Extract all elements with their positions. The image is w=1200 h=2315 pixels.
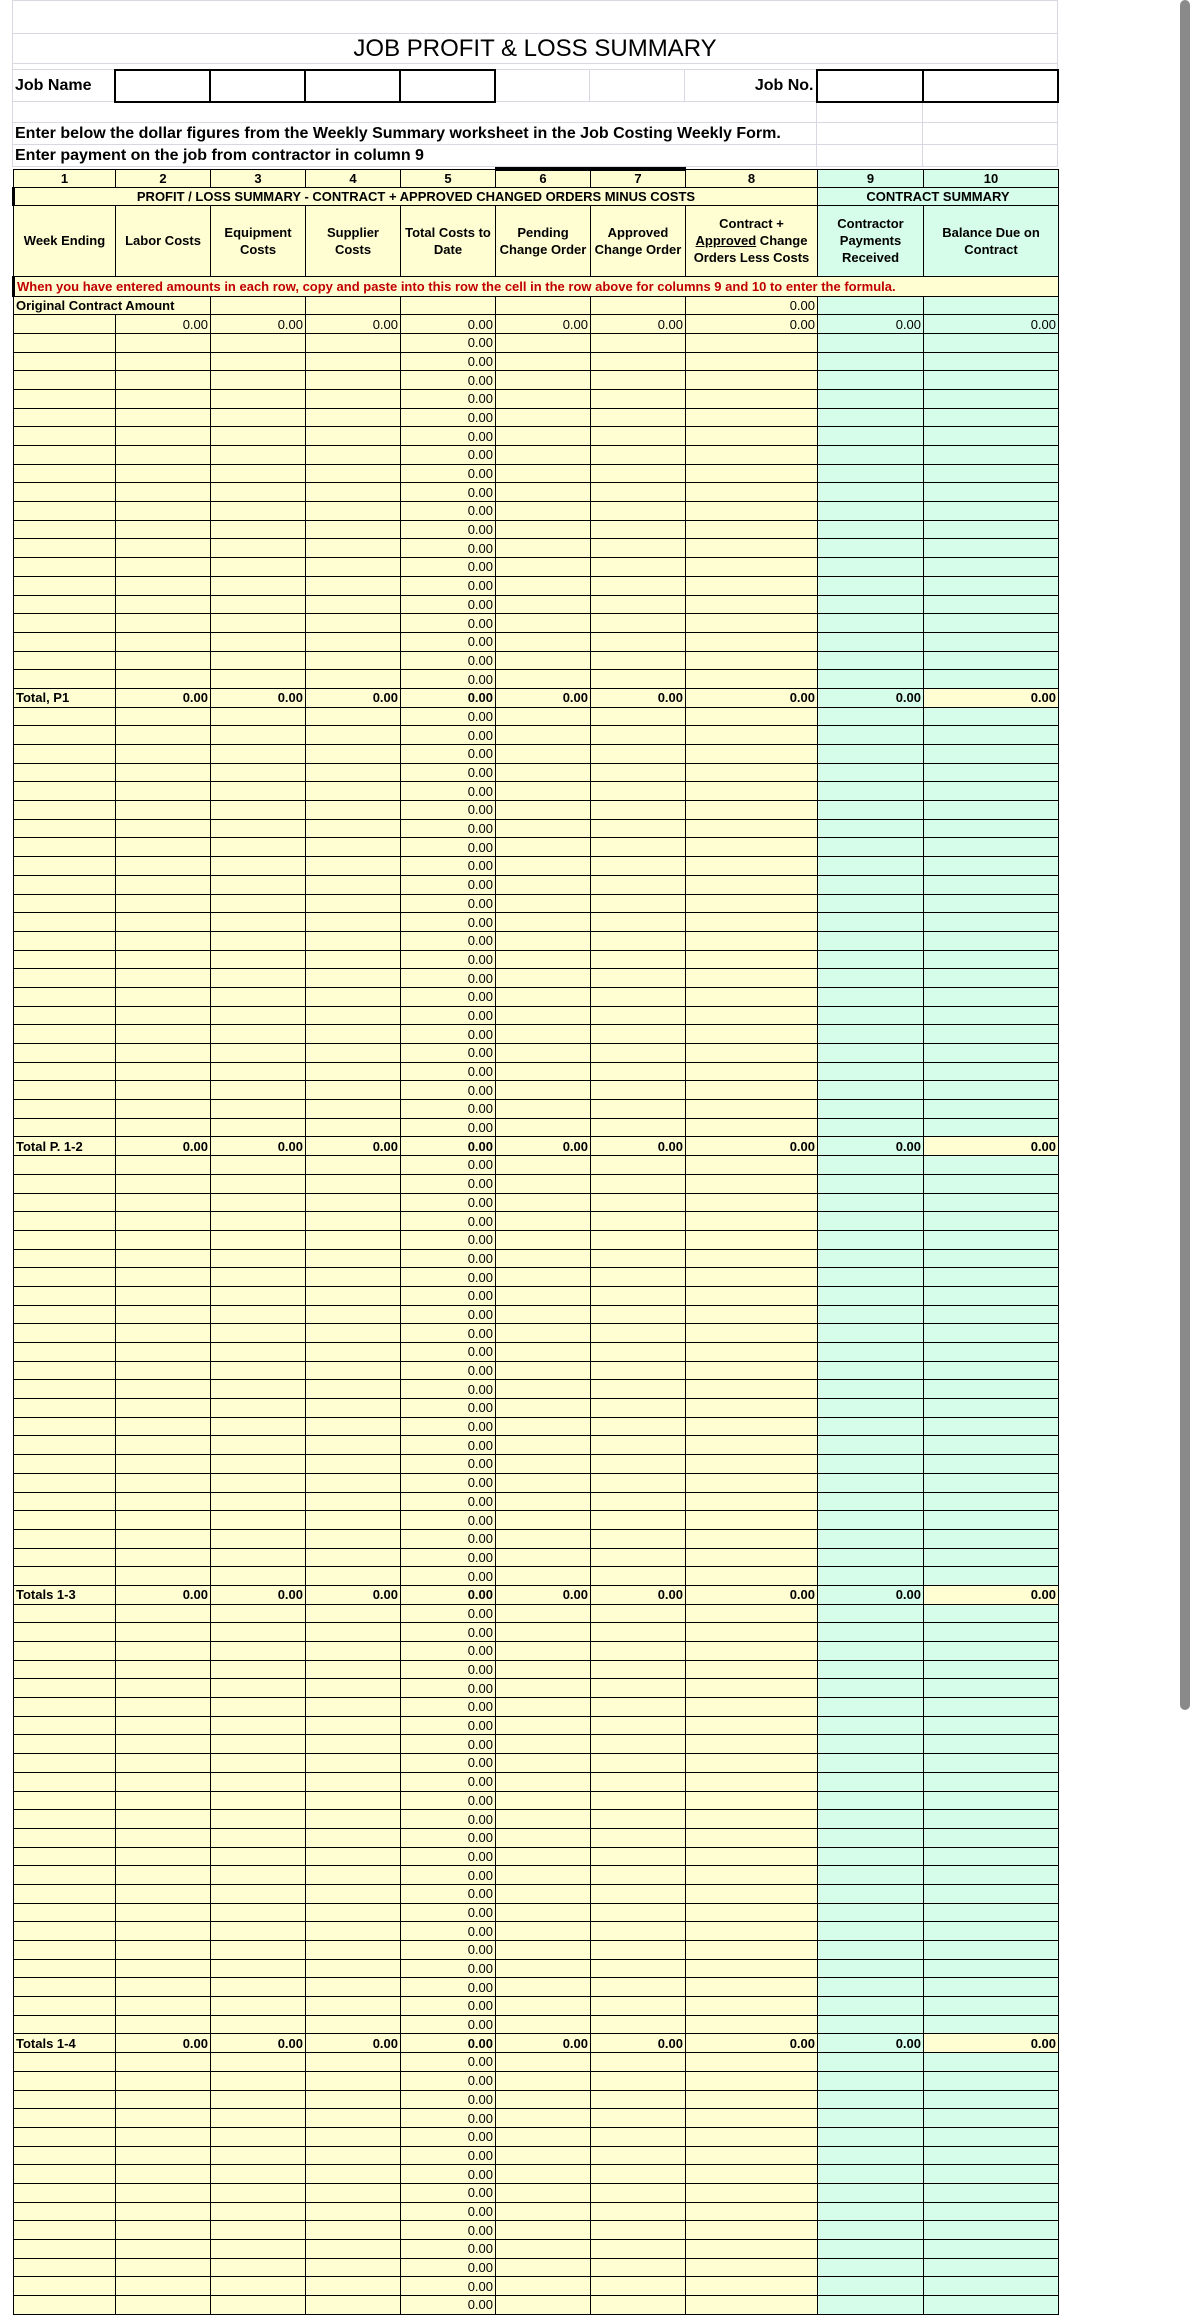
header-table (12, 0, 1059, 167)
table-row (14, 1642, 1059, 1661)
cell-total-costs[interactable]: 0.00 (401, 408, 496, 427)
table-row (14, 2240, 1059, 2259)
cell-total-costs[interactable]: 0.00 (401, 333, 496, 352)
cell-total-costs[interactable]: 0.00 (401, 2165, 496, 2184)
cell-total-costs[interactable]: 0.00 (401, 1305, 496, 1324)
total-value[interactable]: 0.00 (401, 1585, 496, 1604)
table-row (14, 371, 1059, 390)
header-labor-costs: Labor Costs (116, 205, 211, 276)
table-row (14, 1473, 1059, 1492)
original-contract-label: Original Contract Amount (14, 296, 211, 315)
cell-total-costs[interactable]: 0.00 (401, 2146, 496, 2165)
total-value[interactable]: 0.00 (591, 2034, 686, 2053)
cell-total-costs[interactable]: 0.00 (401, 1660, 496, 1679)
cell-approved[interactable]: 0.00 (591, 315, 686, 334)
cell-total-costs[interactable]: 0.00 (401, 1754, 496, 1773)
table-row (14, 2277, 1059, 2296)
cell-total-costs[interactable]: 0.00 (401, 464, 496, 483)
table-row (14, 1343, 1059, 1362)
table-row (14, 2090, 1059, 2109)
job-name-cell-3[interactable] (305, 70, 400, 102)
table-row (14, 464, 1059, 483)
col-num-2: 2 (116, 169, 211, 187)
pl-table (12, 167, 1059, 2315)
total-value[interactable]: 0.00 (818, 2034, 924, 2053)
table-row (14, 2053, 1059, 2072)
job-no-label: Job No. (685, 70, 817, 102)
table-row (14, 1698, 1059, 1717)
job-no-cell-1[interactable] (817, 70, 923, 102)
header-pending-change-order: Pending Change Order (496, 205, 591, 276)
cell-total-costs[interactable]: 0.00 (401, 1529, 496, 1548)
job-name-label: Job Name (13, 70, 115, 102)
table-row (14, 614, 1059, 633)
table-row (14, 558, 1059, 577)
total-p1-2-row (14, 1137, 1059, 1156)
table-row (14, 408, 1059, 427)
table-row (14, 670, 1059, 689)
cell-total-costs[interactable]: 0.00 (401, 1492, 496, 1511)
section-right-banner: CONTRACT SUMMARY (818, 187, 1059, 205)
col-num-3: 3 (211, 169, 306, 187)
cell-total-costs[interactable]: 0.00 (401, 1156, 496, 1175)
instruction-1: Enter below the dollar figures from the Weekly Summary worksheet in the Job Costing Weekly Form. (13, 123, 817, 145)
cell-total-costs[interactable]: 0.00 (401, 614, 496, 633)
cell-total-costs[interactable]: 0.00 (401, 707, 496, 726)
table-row (14, 2071, 1059, 2090)
cell-total-costs[interactable]: 0.00 (401, 1230, 496, 1249)
cell-total-costs[interactable]: 0.00 (401, 2296, 496, 2315)
cell-total-costs[interactable]: 0.00 (401, 1193, 496, 1212)
table-row (14, 1212, 1059, 1231)
cell-total-costs[interactable]: 0.00 (401, 595, 496, 614)
total-value[interactable]: 0.00 (818, 688, 924, 707)
table-row (14, 838, 1059, 857)
first-data-row (14, 315, 1059, 334)
cell-total-costs[interactable]: 0.00 (401, 1268, 496, 1287)
cell-total-costs[interactable]: 0.00 (401, 1081, 496, 1100)
table-row (14, 726, 1059, 745)
job-no-cell-2[interactable] (923, 70, 1058, 102)
cell-total-costs[interactable]: 0.00 (401, 1922, 496, 1941)
cell-total-costs[interactable]: 0.00 (401, 1548, 496, 1567)
total-value[interactable]: 0.00 (924, 688, 1059, 707)
table-row (14, 1604, 1059, 1623)
table-row (14, 1193, 1059, 1212)
cell-total-costs[interactable]: 0.00 (401, 483, 496, 502)
col-num-6: 6 (496, 169, 591, 187)
table-row (14, 1156, 1059, 1175)
cell-total-costs[interactable]: 0.00 (401, 2071, 496, 2090)
table-row (14, 987, 1059, 1006)
table-row (14, 2165, 1059, 2184)
col-num-8: 8 (686, 169, 818, 187)
original-contract-value[interactable]: 0.00 (686, 296, 818, 315)
table-row (14, 819, 1059, 838)
cell-total-costs[interactable]: 0.00 (401, 576, 496, 595)
col-num-7: 7 (591, 169, 686, 187)
total-label: Totals 1-4 (14, 2034, 116, 2053)
table-row (14, 2183, 1059, 2202)
table-row (14, 1959, 1059, 1978)
cell-total-costs[interactable]: 0.00 (401, 1100, 496, 1119)
cell-total-costs[interactable]: 0.00 (401, 1399, 496, 1418)
total-value[interactable]: 0.00 (686, 1137, 818, 1156)
total-value[interactable]: 0.00 (496, 2034, 591, 2053)
table-row (14, 2202, 1059, 2221)
table-row (14, 2221, 1059, 2240)
table-row (14, 1716, 1059, 1735)
table-row (14, 1997, 1059, 2016)
cell-total-costs[interactable]: 0.00 (401, 1623, 496, 1642)
cell-total-costs[interactable]: 0.00 (401, 1286, 496, 1305)
cell-total-costs[interactable]: 0.00 (401, 352, 496, 371)
table-row (14, 1100, 1059, 1119)
table-row (14, 931, 1059, 950)
cell-total-costs[interactable]: 0.00 (401, 1978, 496, 1997)
table-row (14, 502, 1059, 521)
cell-total-costs[interactable]: 0.00 (401, 2090, 496, 2109)
page-title: JOB PROFIT & LOSS SUMMARY (13, 34, 1058, 64)
cell-total-costs[interactable]: 0.00 (401, 2015, 496, 2034)
total-value[interactable]: 0.00 (818, 1585, 924, 1604)
table-row (14, 1903, 1059, 1922)
total-value[interactable]: 0.00 (401, 1137, 496, 1156)
table-row (14, 950, 1059, 969)
cell-total-costs[interactable]: 0.00 (401, 1006, 496, 1025)
cell-total-costs[interactable]: 0.00 (401, 1249, 496, 1268)
table-row (14, 857, 1059, 876)
cell-total-costs[interactable]: 0.00 (401, 1174, 496, 1193)
table-row (14, 2109, 1059, 2128)
total-value[interactable]: 0.00 (401, 2034, 496, 2053)
cell-total-costs[interactable]: 0.00 (401, 1772, 496, 1791)
table-row (14, 2015, 1059, 2034)
cell-total-costs[interactable]: 0.00 (401, 1941, 496, 1960)
cell-total-costs[interactable]: 0.00 (401, 987, 496, 1006)
cell-total-costs[interactable]: 0.00 (401, 1455, 496, 1474)
cell-labor[interactable]: 0.00 (116, 315, 211, 334)
table-row (14, 913, 1059, 932)
col-num-4: 4 (306, 169, 401, 187)
table-row (14, 1286, 1059, 1305)
table-row (14, 1623, 1059, 1642)
table-row (14, 1679, 1059, 1698)
table-row (14, 894, 1059, 913)
cell-total-costs[interactable]: 0.00 (401, 1679, 496, 1698)
table-row (14, 801, 1059, 820)
total-label: Total P. 1-2 (14, 1137, 116, 1156)
total-value[interactable]: 0.00 (686, 688, 818, 707)
table-row (14, 446, 1059, 465)
table-row (14, 1324, 1059, 1343)
cell-total-costs[interactable]: 0.00 (401, 1343, 496, 1362)
table-row (14, 632, 1059, 651)
cell-total-costs[interactable]: 0.00 (401, 1212, 496, 1231)
cell-total-costs[interactable]: 0.00 (401, 1810, 496, 1829)
total-value[interactable]: 0.00 (116, 1585, 211, 1604)
table-row (14, 1455, 1059, 1474)
table-row (14, 1660, 1059, 1679)
totals-1-3-row (14, 1585, 1059, 1604)
cell-equipment[interactable]: 0.00 (211, 315, 306, 334)
cell-total-costs[interactable]: 0.00 (401, 1417, 496, 1436)
table-row (14, 1305, 1059, 1324)
table-row (14, 1174, 1059, 1193)
cell-total-costs[interactable]: 0.00 (401, 2277, 496, 2296)
table-row (14, 1922, 1059, 1941)
table-row (14, 539, 1059, 558)
cell-total-costs[interactable]: 0.00 (401, 502, 496, 521)
total-value[interactable]: 0.00 (686, 2034, 818, 2053)
header-supplier-costs: Supplier Costs (306, 205, 401, 276)
table-row (14, 389, 1059, 408)
table-row (14, 1062, 1059, 1081)
header-contractor-payments: Contractor Payments Received (818, 205, 924, 276)
table-row (14, 520, 1059, 539)
cell-total-costs[interactable]: 0.00 (401, 1997, 496, 2016)
total-label: Total, P1 (14, 688, 116, 707)
cell-total-costs[interactable]: 0.00 (401, 1380, 496, 1399)
table-row (14, 1492, 1059, 1511)
total-value[interactable]: 0.00 (116, 688, 211, 707)
total-value[interactable]: 0.00 (211, 1585, 306, 1604)
table-row (14, 483, 1059, 502)
header-approved-change-order: Approved Change Order (591, 205, 686, 276)
total-value[interactable]: 0.00 (924, 2034, 1059, 2053)
table-row (14, 1735, 1059, 1754)
table-row (14, 1866, 1059, 1885)
cell-total-costs[interactable]: 0.00 (401, 1473, 496, 1492)
total-value[interactable]: 0.00 (591, 1137, 686, 1156)
cell-total-costs[interactable]: 0.00 (401, 1642, 496, 1661)
cell-total-costs[interactable]: 0.00 (401, 2109, 496, 2128)
cell-total-costs[interactable]: 0.00 (401, 558, 496, 577)
total-value[interactable]: 0.00 (211, 1137, 306, 1156)
cell-total-costs[interactable]: 0.00 (401, 670, 496, 689)
total-value[interactable]: 0.00 (496, 1585, 591, 1604)
table-row (14, 1772, 1059, 1791)
cell-total-costs[interactable]: 0.00 (401, 315, 496, 334)
table-row (14, 2127, 1059, 2146)
table-row (14, 595, 1059, 614)
cell-pending[interactable]: 0.00 (496, 315, 591, 334)
header-balance-due: Balance Due on Contract (924, 205, 1059, 276)
cell-total-costs[interactable]: 0.00 (401, 1436, 496, 1455)
table-row (14, 707, 1059, 726)
vertical-scrollbar[interactable] (1180, 0, 1190, 1710)
cell-total-costs[interactable]: 0.00 (401, 857, 496, 876)
cell-total-costs[interactable]: 0.00 (401, 931, 496, 950)
table-row (14, 2296, 1059, 2315)
cell-total-costs[interactable]: 0.00 (401, 1698, 496, 1717)
table-row (14, 1567, 1059, 1586)
table-row (14, 427, 1059, 446)
total-value[interactable]: 0.00 (496, 1137, 591, 1156)
cell-total-costs[interactable]: 0.00 (401, 2202, 496, 2221)
cell-balance[interactable]: 0.00 (924, 315, 1059, 334)
total-value[interactable]: 0.00 (496, 688, 591, 707)
cell-total-costs[interactable]: 0.00 (401, 1716, 496, 1735)
cell-total-costs[interactable]: 0.00 (401, 1959, 496, 1978)
table-row (14, 1081, 1059, 1100)
table-row (14, 1025, 1059, 1044)
header-week-ending: Week Ending (14, 205, 116, 276)
cell-total-costs[interactable]: 0.00 (401, 1567, 496, 1586)
cell-total-costs[interactable]: 0.00 (401, 801, 496, 820)
cell-total-costs[interactable]: 0.00 (401, 1062, 496, 1081)
section-left-banner: PROFIT / LOSS SUMMARY - CONTRACT + APPROVED CHANGED ORDERS MINUS COSTS (14, 187, 818, 205)
total-value[interactable]: 0.00 (924, 1137, 1059, 1156)
cell-total-costs[interactable]: 0.00 (401, 1604, 496, 1623)
cell-total-costs[interactable]: 0.00 (401, 1828, 496, 1847)
spreadsheet (12, 0, 1057, 2315)
table-row (14, 352, 1059, 371)
cell-total-costs[interactable]: 0.00 (401, 2240, 496, 2259)
table-row (14, 1754, 1059, 1773)
table-row (14, 1828, 1059, 1847)
cell-total-costs[interactable]: 0.00 (401, 2053, 496, 2072)
table-row (14, 2146, 1059, 2165)
cell-total-costs[interactable]: 0.00 (401, 651, 496, 670)
cell-total-costs[interactable]: 0.00 (401, 2258, 496, 2277)
cell-total-costs[interactable]: 0.00 (401, 1735, 496, 1754)
formula-warning: When you have entered amounts in each row, copy and paste into this row the cell in the row above for columns 9 and 10 to enter the formula. (14, 276, 1059, 296)
header-equipment-costs: Equipment Costs (211, 205, 306, 276)
total-value[interactable]: 0.00 (306, 688, 401, 707)
cell-total-costs[interactable]: 0.00 (401, 2183, 496, 2202)
instruction-2: Enter payment on the job from contractor in column 9 (13, 145, 817, 167)
cell-total-costs[interactable]: 0.00 (401, 1118, 496, 1137)
job-name-cell-1[interactable] (115, 70, 210, 102)
cell-total-costs[interactable]: 0.00 (401, 1361, 496, 1380)
cell-total-costs[interactable]: 0.00 (401, 2127, 496, 2146)
cell-supplier[interactable]: 0.00 (306, 315, 401, 334)
table-row (14, 875, 1059, 894)
cell-total-costs[interactable]: 0.00 (401, 1044, 496, 1063)
cell-total-costs[interactable]: 0.00 (401, 763, 496, 782)
total-label: Totals 1-3 (14, 1585, 116, 1604)
total-value[interactable]: 0.00 (591, 688, 686, 707)
cell-total-costs[interactable]: 0.00 (401, 389, 496, 408)
table-row (14, 1791, 1059, 1810)
cell-total-costs[interactable]: 0.00 (401, 745, 496, 764)
cell-total-costs[interactable]: 0.00 (401, 446, 496, 465)
cell-total-costs[interactable]: 0.00 (401, 1866, 496, 1885)
total-p1-row (14, 688, 1059, 707)
cell-total-costs[interactable]: 0.00 (401, 950, 496, 969)
cell-total-costs[interactable]: 0.00 (401, 427, 496, 446)
table-row (14, 1529, 1059, 1548)
total-value[interactable]: 0.00 (591, 1585, 686, 1604)
table-row (14, 782, 1059, 801)
table-row (14, 1548, 1059, 1567)
total-value[interactable]: 0.00 (818, 1137, 924, 1156)
table-row (14, 1884, 1059, 1903)
total-value[interactable]: 0.00 (686, 1585, 818, 1604)
cell-total-costs[interactable]: 0.00 (401, 1025, 496, 1044)
cell-total-costs[interactable]: 0.00 (401, 2221, 496, 2240)
total-value[interactable]: 0.00 (306, 1585, 401, 1604)
table-row (14, 1249, 1059, 1268)
table-row (14, 1399, 1059, 1418)
total-value[interactable]: 0.00 (306, 2034, 401, 2053)
table-row (14, 745, 1059, 764)
cell-total-costs[interactable]: 0.00 (401, 894, 496, 913)
total-value[interactable]: 0.00 (211, 688, 306, 707)
table-row (14, 1978, 1059, 1997)
table-row (14, 1006, 1059, 1025)
table-row (14, 651, 1059, 670)
col-num-10: 10 (924, 169, 1059, 187)
col-num-5: 5 (401, 169, 496, 187)
cell-total-costs[interactable]: 0.00 (401, 1791, 496, 1810)
cell-total-costs[interactable]: 0.00 (401, 520, 496, 539)
total-value[interactable]: 0.00 (306, 1137, 401, 1156)
table-row (14, 333, 1059, 352)
total-value[interactable]: 0.00 (211, 2034, 306, 2053)
cell-total-costs[interactable]: 0.00 (401, 1847, 496, 1866)
table-row (14, 1268, 1059, 1287)
table-row (14, 1044, 1059, 1063)
cell-total-costs[interactable]: 0.00 (401, 969, 496, 988)
cell-total-costs[interactable]: 0.00 (401, 1511, 496, 1530)
cell-total-costs[interactable]: 0.00 (401, 726, 496, 745)
table-row (14, 1847, 1059, 1866)
col-num-1: 1 (14, 169, 116, 187)
cell-contract-less-costs[interactable]: 0.00 (686, 315, 818, 334)
cell-total-costs[interactable]: 0.00 (401, 1324, 496, 1343)
cell-total-costs[interactable]: 0.00 (401, 539, 496, 558)
total-value[interactable]: 0.00 (116, 2034, 211, 2053)
cell-total-costs[interactable]: 0.00 (401, 1884, 496, 1903)
cell-total-costs[interactable]: 0.00 (401, 819, 496, 838)
total-value[interactable]: 0.00 (401, 688, 496, 707)
cell-total-costs[interactable]: 0.00 (401, 371, 496, 390)
job-name-cell-4[interactable] (400, 70, 495, 102)
table-row (14, 763, 1059, 782)
cell-total-costs[interactable]: 0.00 (401, 1903, 496, 1922)
job-name-cell-2[interactable] (210, 70, 305, 102)
total-value[interactable]: 0.00 (924, 1585, 1059, 1604)
table-row (14, 2258, 1059, 2277)
table-row (14, 1436, 1059, 1455)
cell-total-costs[interactable]: 0.00 (401, 782, 496, 801)
col-num-9: 9 (818, 169, 924, 187)
table-row (14, 1810, 1059, 1829)
header-contract-less-costs: Contract + Approved Change Orders Less Costs (686, 205, 818, 276)
total-value[interactable]: 0.00 (116, 1137, 211, 1156)
totals-1-4-row (14, 2034, 1059, 2053)
table-row (14, 1941, 1059, 1960)
table-row (14, 576, 1059, 595)
cell-total-costs[interactable]: 0.00 (401, 838, 496, 857)
table-row (14, 1511, 1059, 1530)
table-row (14, 969, 1059, 988)
table-row (14, 1230, 1059, 1249)
cell-total-costs[interactable]: 0.00 (401, 632, 496, 651)
cell-payments[interactable]: 0.00 (818, 315, 924, 334)
cell-total-costs[interactable]: 0.00 (401, 913, 496, 932)
table-row (14, 1380, 1059, 1399)
table-row (14, 1118, 1059, 1137)
cell-total-costs[interactable]: 0.00 (401, 875, 496, 894)
table-row (14, 1361, 1059, 1380)
header-total-costs: Total Costs to Date (401, 205, 496, 276)
table-row (14, 1417, 1059, 1436)
